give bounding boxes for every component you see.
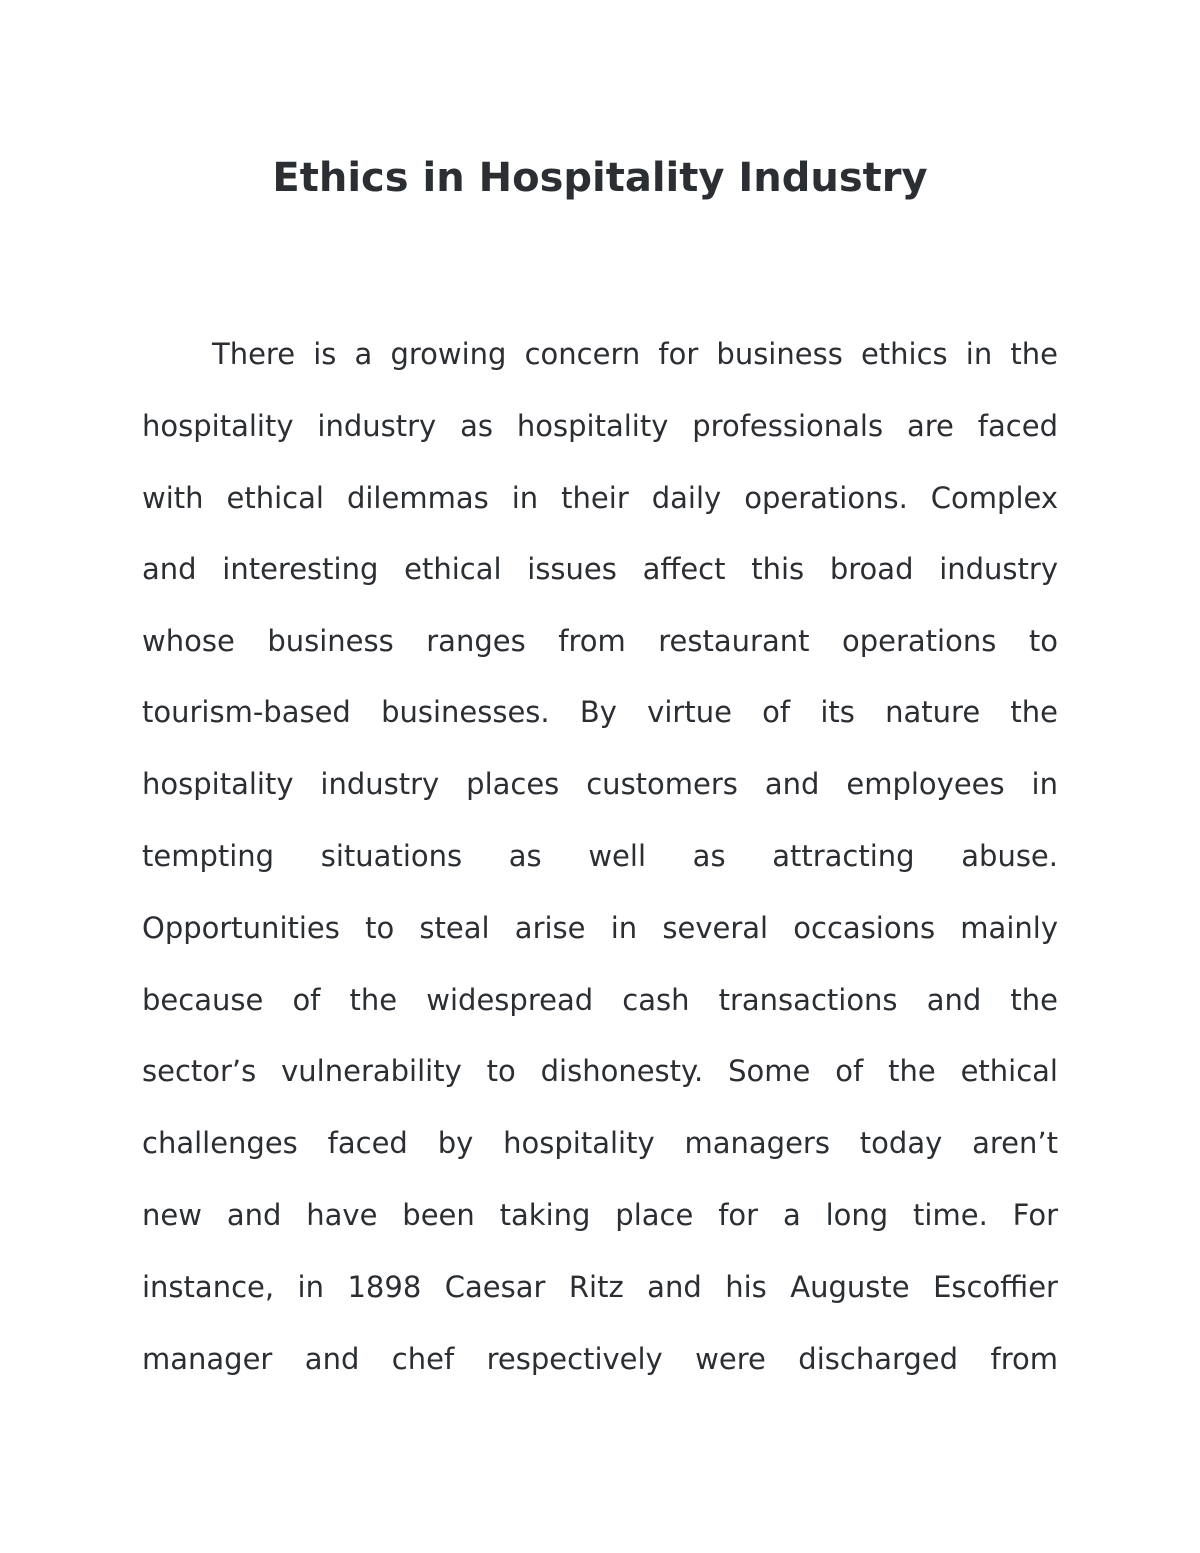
paragraph-line: with ethical dilemmas in their daily operations. Complex <box>142 481 1058 515</box>
paragraph-line: sector’s vulnerability to dishonesty. Some of the ethical <box>142 1054 1058 1088</box>
paragraph-line: There is a growing concern for business ethics in the <box>212 337 1058 371</box>
paragraph-line: hospitality industry as hospitality professionals are faced <box>142 409 1058 443</box>
paragraph-line: and interesting ethical issues affect this broad industry <box>142 552 1058 586</box>
paragraph-line: Opportunities to steal arise in several occasions mainly <box>142 911 1058 945</box>
paragraph-line: tourism-based businesses. By virtue of its nature the <box>142 695 1058 729</box>
paragraph-line: challenges faced by hospitality managers today aren’t <box>142 1126 1058 1160</box>
paragraph-line: hospitality industry places customers and employees in <box>142 767 1058 801</box>
paragraph-line: tempting situations as well as attracting abuse. <box>142 839 1058 873</box>
paragraph-line: whose business ranges from restaurant operations to <box>142 624 1058 658</box>
paragraph-line: manager and chef respectively were discharged from <box>142 1342 1058 1376</box>
paragraph-line: instance, in 1898 Caesar Ritz and his Auguste Escoffier <box>142 1270 1058 1304</box>
paragraph-line: because of the widespread cash transactions and the <box>142 983 1058 1017</box>
document-title: Ethics in Hospitality Industry <box>272 155 928 201</box>
paragraph-line: new and have been taking place for a long time. For <box>142 1198 1058 1232</box>
